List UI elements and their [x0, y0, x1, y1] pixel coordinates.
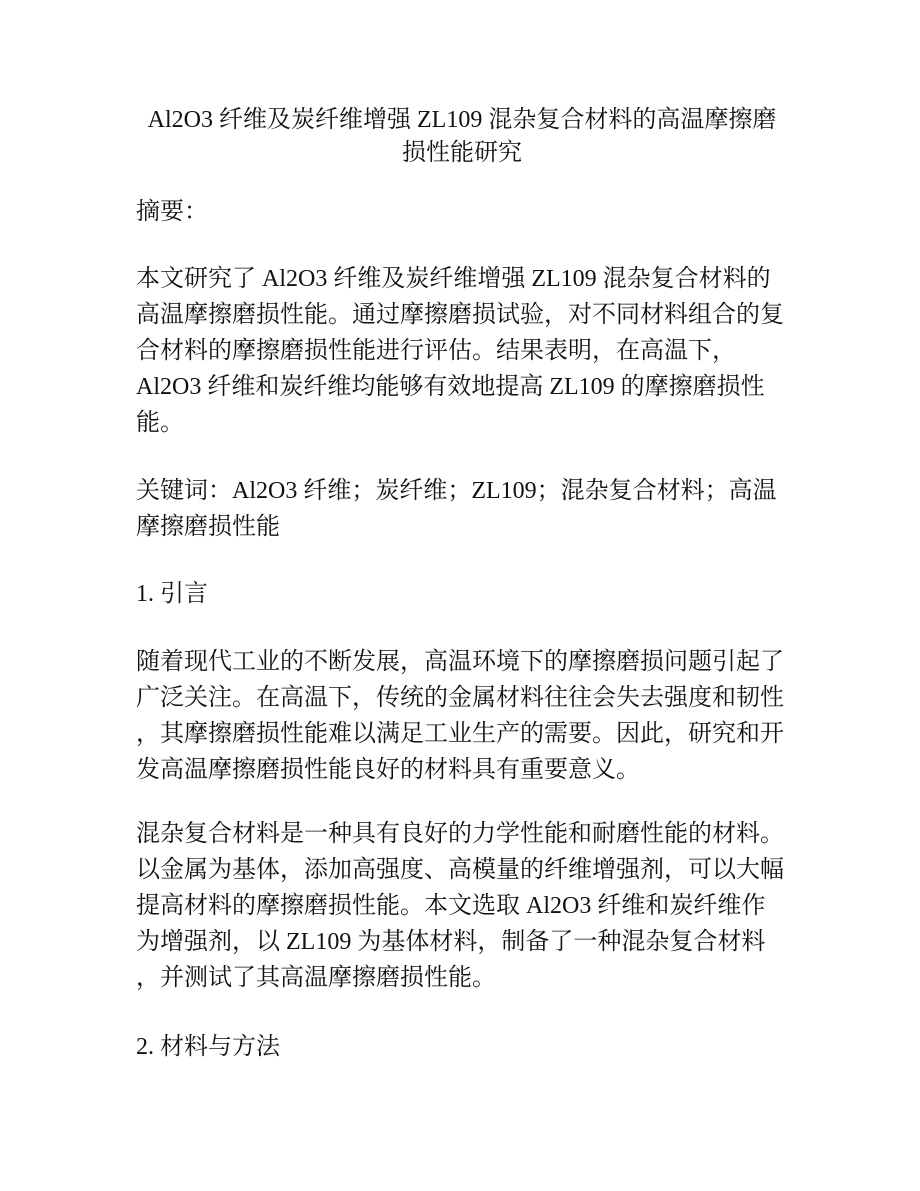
s1p1-line-3: ，其摩擦磨损性能难以满足工业生产的需要。因此，研究和开	[136, 721, 784, 747]
s1p1-line-1: 随着现代工业的不断发展，高温环境下的摩擦磨损问题引起了	[136, 649, 784, 675]
title-line-1: Al2O3 纤维及炭纤维增强 ZL109 混杂复合材料的高温摩擦磨	[147, 107, 777, 133]
section-1-paragraph-1	[136, 644, 796, 788]
title-line-2: 损性能研究	[402, 140, 522, 166]
abstract-line-3: 合材料的摩擦磨损性能进行评估。结果表明，在高温下，	[136, 338, 736, 364]
s1p2-line-4: 为增强剂，以 ZL109 为基体材料，制备了一种混杂复合材料	[136, 929, 766, 955]
s1p2-line-5: ，并测试了其高温摩擦磨损性能。	[136, 965, 496, 991]
s1p1-line-2: 广泛关注。在高温下，传统的金属材料往往会失去强度和韧性	[136, 685, 784, 711]
abstract-line-1: 本文研究了 Al2O3 纤维及炭纤维增强 ZL109 混杂复合材料的	[136, 266, 771, 292]
section-1-heading: 1. 引言	[136, 581, 208, 607]
keywords-line-2: 摩擦磨损性能	[136, 514, 280, 540]
document-title	[136, 104, 788, 170]
section-2-heading: 2. 材料与方法	[136, 1034, 280, 1060]
keywords-line-1: 关键词：Al2O3 纤维；炭纤维；ZL109；混杂复合材料；高温	[136, 478, 777, 504]
s1p2-line-2: 以金属为基体，添加高强度、高模量的纤维增强剂，可以大幅	[136, 857, 784, 883]
abstract-line-2: 高温摩擦磨损性能。通过摩擦磨损试验，对不同材料组合的复	[136, 302, 784, 328]
abstract-line-4: Al2O3 纤维和炭纤维均能够有效地提高 ZL109 的摩擦磨损性	[136, 374, 765, 400]
keywords-paragraph	[136, 473, 796, 545]
abstract-line-5: 能。	[136, 410, 184, 436]
s1p1-line-4: 发高温摩擦磨损性能良好的材料具有重要意义。	[136, 757, 640, 783]
section-1-paragraph-2	[136, 816, 796, 996]
s1p2-line-3: 提高材料的摩擦磨损性能。本文选取 Al2O3 纤维和炭纤维作	[136, 893, 766, 919]
abstract-label: 摘要：	[136, 199, 208, 225]
s1p2-line-1: 混杂复合材料是一种具有良好的力学性能和耐磨性能的材料。	[136, 821, 784, 847]
abstract-paragraph	[136, 261, 796, 441]
